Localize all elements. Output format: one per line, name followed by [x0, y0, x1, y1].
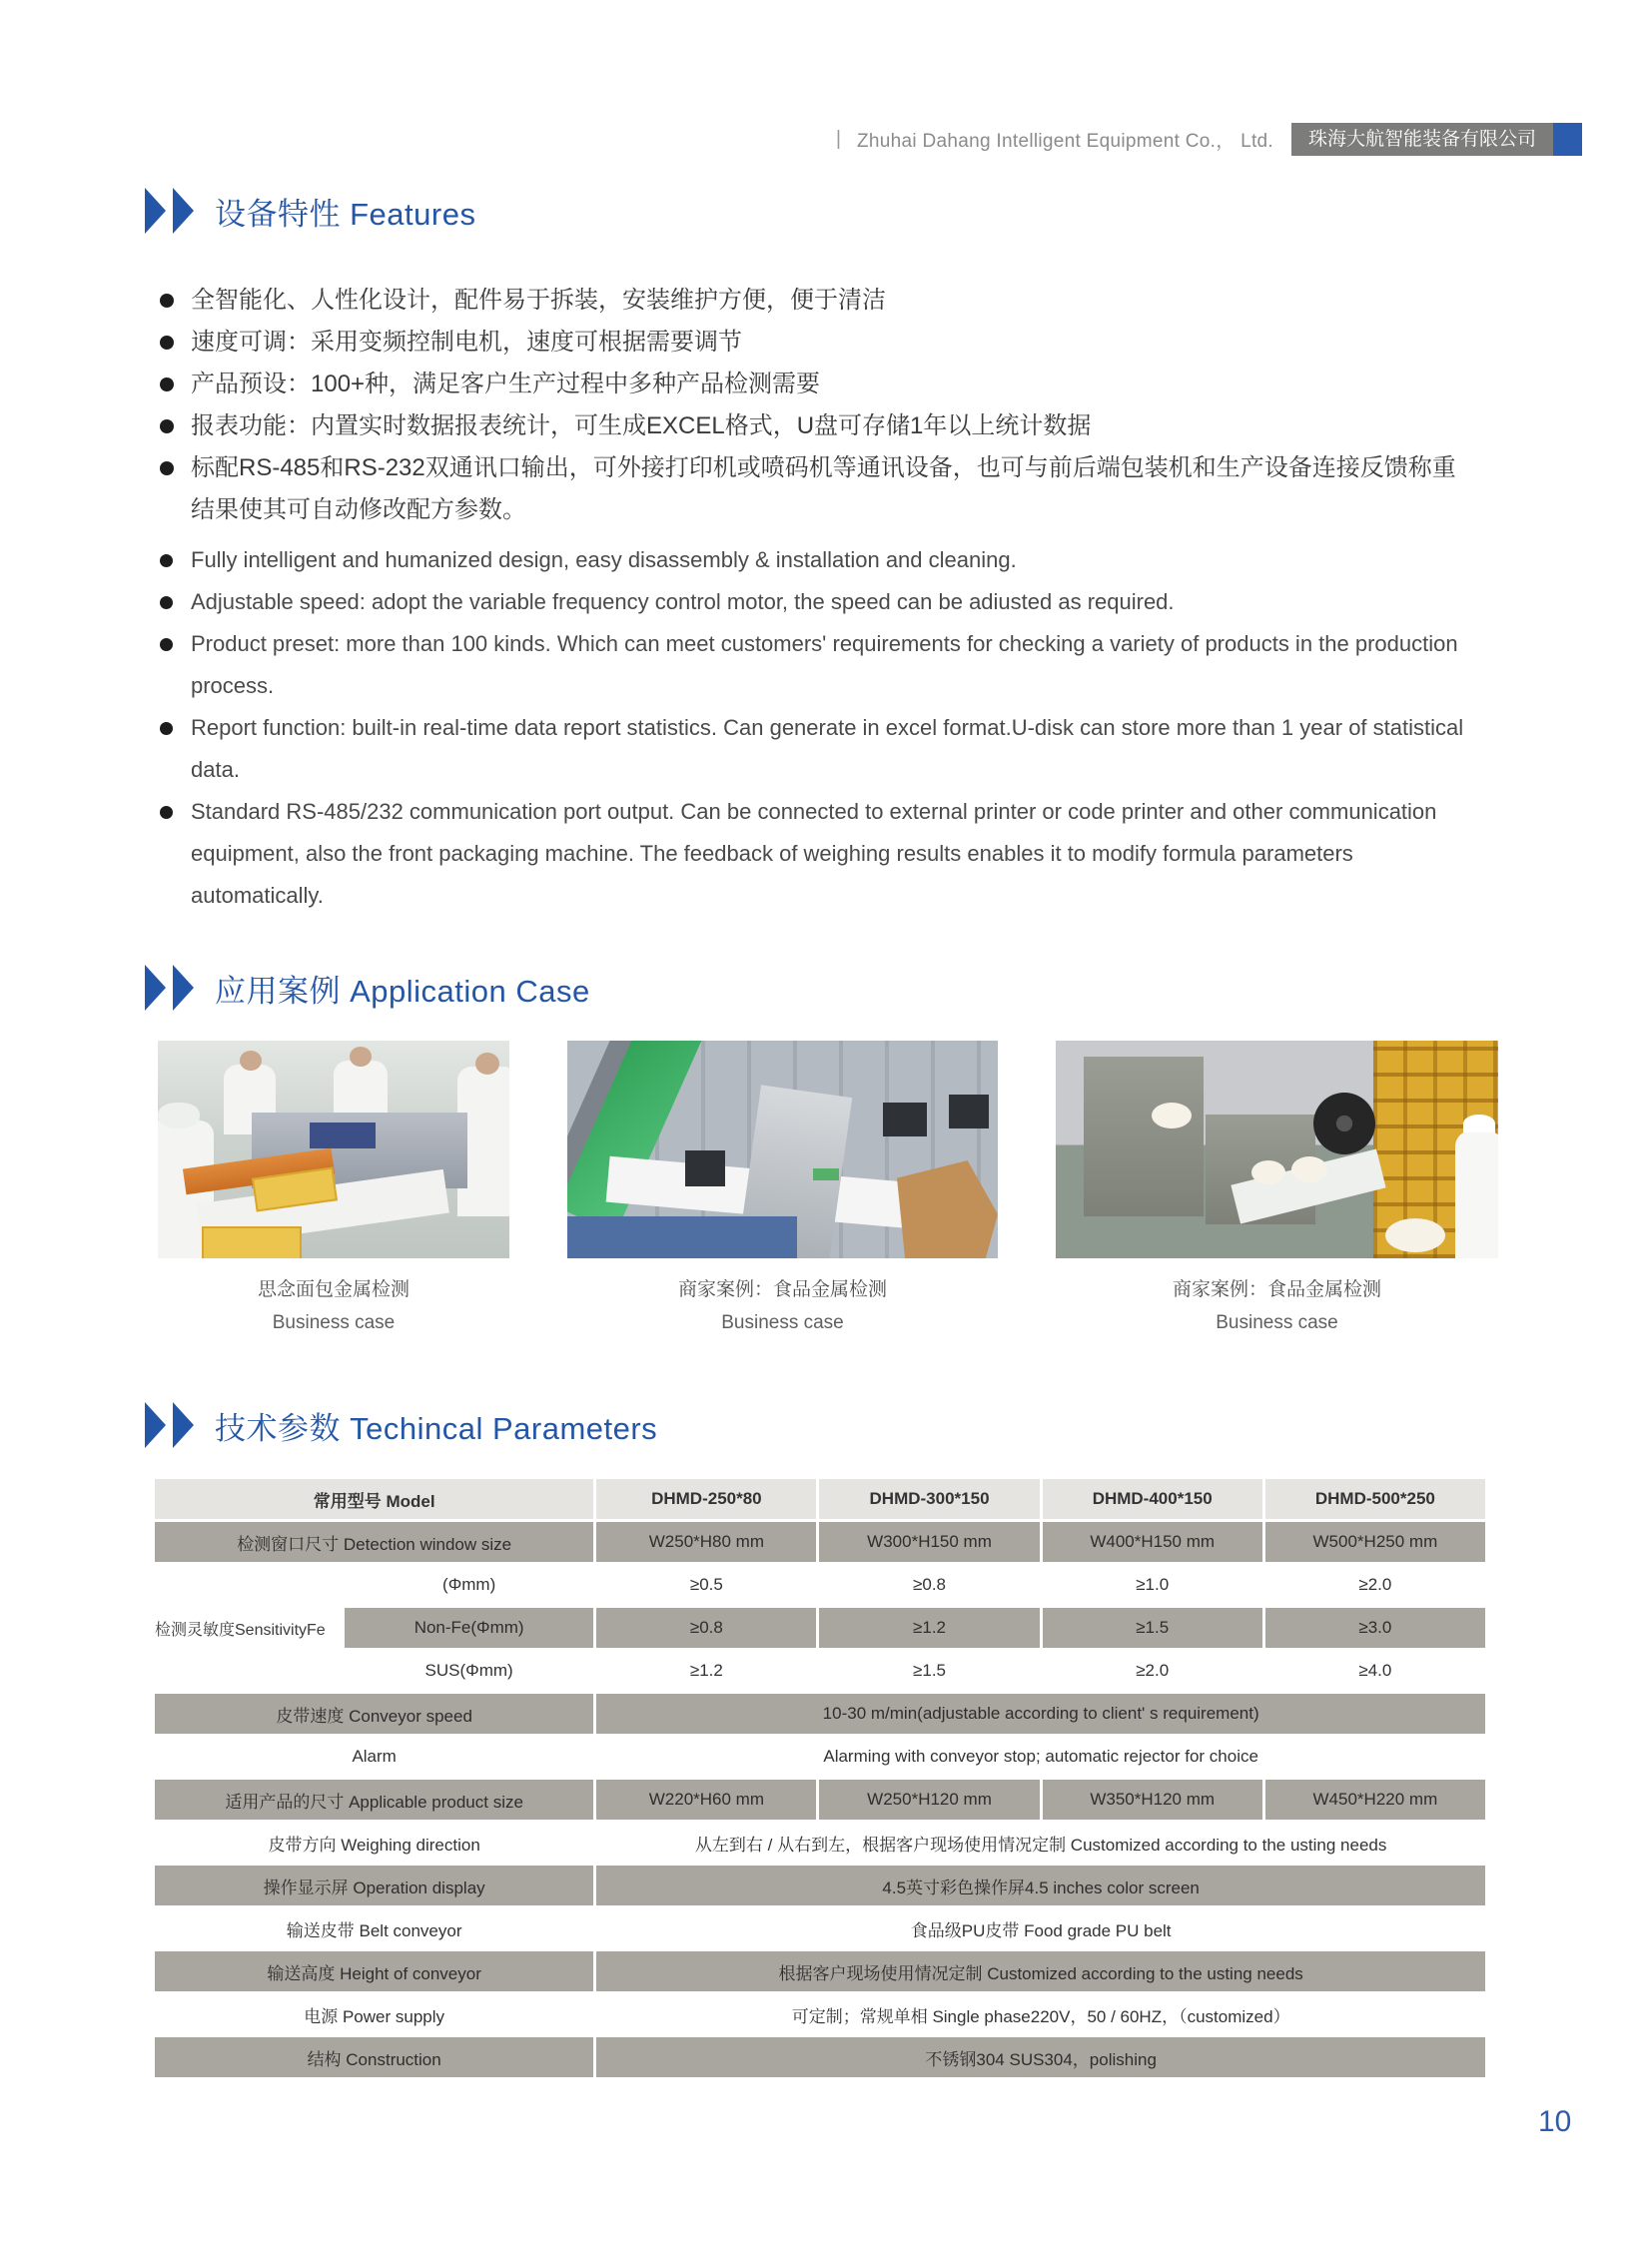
section-marker-icon: [173, 1402, 194, 1448]
feature-text: 报表功能：内置实时数据报表统计，可生成EXCEL格式，U盘可存储1年以上统计数据: [191, 412, 1092, 439]
row-label: 电源 Power supply: [304, 2006, 445, 2026]
cell-value: ≥1.5: [913, 1661, 947, 1680]
table-row-construction: [155, 2037, 1485, 2077]
dough-product: [1385, 1218, 1445, 1252]
table-row-sensitivity-nonfe: [155, 1608, 1485, 1648]
worker-hat: [1463, 1115, 1495, 1132]
features-list-chinese: [158, 280, 1472, 531]
caption-chinese: 商家案例：食品金属检测: [1172, 1279, 1381, 1300]
black-basket: [685, 1150, 725, 1186]
row-label: 输送皮带 Belt conveyor: [286, 1920, 462, 1940]
row-label: 常用型号 Model: [155, 1479, 593, 1519]
cell-value: W250*H120 mm: [819, 1780, 1039, 1820]
feature-text: 产品预设：100+种，满足客户生产过程中多种产品检测需要: [191, 371, 821, 397]
table-row-belt-conveyor: [155, 1908, 1485, 1948]
cell-value: ≥0.8: [596, 1608, 816, 1648]
row-label: 检测窗口尺寸 Detection window size: [155, 1522, 593, 1562]
cell-value: ≥1.5: [1043, 1608, 1262, 1648]
table-row-sensitivity-sus: [155, 1651, 1485, 1691]
bullet-icon: [160, 294, 174, 308]
section-marker-icon: [145, 965, 166, 1011]
row-label: Non-Fe(Φmm): [345, 1608, 593, 1648]
dough-product: [1152, 1103, 1192, 1128]
row-label: 操作显示屏 Operation display: [155, 1866, 593, 1905]
cell-value: ≥0.5: [689, 1575, 723, 1594]
feature-text: Report function: built-in real-time data report statistics. Can generate in excel format.U-disk can store more than 1 year of statistical data.: [191, 715, 1464, 782]
row-label: SUS(Φmm): [424, 1661, 513, 1680]
section-application-title: [145, 965, 590, 1011]
cell-value: ≥1.2: [819, 1608, 1039, 1648]
cell-value: 4.5英寸彩色操作屏4.5 inches color screen: [596, 1866, 1485, 1905]
table-row-model: [155, 1479, 1485, 1519]
feature-text: Adjustable speed: adopt the variable frequency control motor, the speed can be adiusted as required.: [191, 589, 1175, 614]
sensitivity-group-label: 检测灵敏度SensitivityFe: [155, 1565, 342, 1691]
cell-value: ≥2.0: [1136, 1661, 1170, 1680]
bullet-icon: [160, 806, 173, 819]
cell-value: Alarming with conveyor stop; automatic rejector for choice: [823, 1747, 1258, 1766]
row-label: 适用产品的尺寸 Applicable product size: [155, 1780, 593, 1820]
feature-text: 速度可调：采用变频控制电机，速度可根据需要调节: [191, 329, 742, 356]
worker-hat: [158, 1103, 200, 1128]
fan: [1313, 1093, 1375, 1154]
header-divider: |: [835, 128, 842, 150]
section-marker-icon: [173, 188, 194, 234]
cell-value: DHMD-250*80: [596, 1479, 816, 1519]
feature-text: 标配RS-485和RS-232双通讯口输出，可外接打印机或喷码机等通讯设备，也可与前后端包装机和生产设备连接反馈称重结果使其可自动修改配方参数。: [191, 454, 1456, 523]
company-name-english: Zhuhai Dahang Intelligent Equipment Co.， Ltd.: [857, 131, 1273, 152]
table-row-alarm: [155, 1737, 1485, 1777]
list-item: [158, 405, 1472, 447]
cell-value: W300*H150 mm: [819, 1522, 1039, 1562]
steel-machine: [1084, 1057, 1204, 1216]
list-item: [158, 791, 1472, 917]
bullet-icon: [160, 722, 173, 735]
cell-value: DHMD-500*250: [1265, 1479, 1485, 1519]
application-photo-food-line: [567, 1041, 998, 1258]
row-label: 皮带方向 Weighing direction: [268, 1835, 480, 1855]
caption-chinese: 商家案例：食品金属检测: [677, 1279, 887, 1300]
cell-value: W350*H120 mm: [1043, 1780, 1262, 1820]
list-item: [158, 539, 1472, 581]
bullet-icon: [160, 336, 174, 350]
cell-value: ≥1.2: [689, 1661, 723, 1680]
parameters-table: [152, 1476, 1488, 2080]
section-title-text: 技术参数 Techincal Parameters: [215, 1410, 658, 1446]
cell-value: W250*H80 mm: [596, 1522, 816, 1562]
dough-product: [1251, 1160, 1285, 1184]
cell-value: ≥0.8: [913, 1575, 947, 1594]
row-label: Alarm: [352, 1747, 397, 1766]
cell-value: 不锈钢304 SUS304，polishing: [596, 2037, 1485, 2077]
list-item: [158, 623, 1472, 707]
application-photo-dough-line: [1056, 1041, 1498, 1258]
application-case-1: [158, 1041, 509, 1339]
row-label: 皮带速度 Conveyor speed: [155, 1694, 593, 1734]
machine-base: [567, 1216, 797, 1258]
section-features-title: [145, 188, 475, 234]
dough-product: [1291, 1156, 1327, 1182]
bullet-icon: [160, 638, 173, 651]
photo-caption: [158, 1273, 509, 1339]
table-row-operation-display: [155, 1866, 1485, 1905]
cell-value: ≥3.0: [1265, 1608, 1485, 1648]
application-case-3: [1056, 1041, 1498, 1339]
cell-value: W400*H150 mm: [1043, 1522, 1262, 1562]
cell-value: 可定制；常规单相 Single phase220V，50 / 60HZ，（customized）: [791, 2006, 1290, 2026]
photo-caption: [1056, 1273, 1498, 1339]
table-row-direction: [155, 1823, 1485, 1863]
worker-head: [240, 1051, 262, 1071]
machine-screen: [310, 1123, 376, 1148]
photo-caption: [567, 1273, 998, 1339]
cell-value: 根据客户现场使用情况定制 Customized according to the usting needs: [596, 1951, 1485, 1991]
caption-english: Business case: [1216, 1312, 1338, 1333]
feature-text: Product preset: more than 100 kinds. Which can meet customers' requirements for checking a variety of products in the production process.: [191, 631, 1458, 698]
cell-value: DHMD-400*150: [1043, 1479, 1262, 1519]
worker-figure: [1455, 1130, 1498, 1258]
bullet-icon: [160, 461, 174, 475]
cell-value: W450*H220 mm: [1265, 1780, 1485, 1820]
cell-value: ≥1.0: [1136, 1575, 1170, 1594]
application-photos: [158, 1041, 1498, 1339]
header-accent-square: [1553, 123, 1582, 156]
table-row-sensitivity-fe: [155, 1565, 1485, 1605]
row-label: (Φmm): [442, 1575, 496, 1594]
list-item: [158, 707, 1472, 791]
list-item: [158, 280, 1472, 322]
table-row-detection-window: [155, 1522, 1485, 1562]
table-row-power-supply: [155, 1994, 1485, 2034]
cell-value: 从左到右 / 从右到左，根据客户现场使用情况定制 Customized according to the usting needs: [694, 1835, 1387, 1855]
black-basket: [883, 1103, 927, 1136]
table-row-product-size: [155, 1780, 1485, 1820]
feature-text: Standard RS-485/232 communication port output. Can be connected to external printer or code printer and other communication equipment, also the front packaging machine. The feedback of weighing results enables it to modify formula parameters automatically.: [191, 799, 1437, 908]
list-item: [158, 322, 1472, 364]
bullet-icon: [160, 377, 174, 391]
section-marker-icon: [173, 965, 194, 1011]
section-parameters-title: [145, 1402, 657, 1448]
caption-english: Business case: [721, 1312, 844, 1333]
application-case-2: [567, 1041, 998, 1339]
row-label: 结构 Construction: [155, 2037, 593, 2077]
cardboard-box: [897, 1160, 998, 1258]
cell-value: 食品级PU皮带 Food grade PU belt: [910, 1920, 1172, 1940]
features-list-english: [158, 539, 1472, 917]
bullet-icon: [160, 554, 173, 567]
feature-text: Fully intelligent and humanized design, easy disassembly & installation and cleaning.: [191, 547, 1017, 572]
table-row-conveyor-height: [155, 1951, 1485, 1991]
company-name-chinese-badge: 珠海大航智能装备有限公司: [1291, 123, 1553, 156]
list-item: [158, 447, 1472, 531]
page-header: [0, 123, 1582, 156]
black-basket: [949, 1095, 989, 1128]
list-item: [158, 581, 1472, 623]
table-row-conveyor-speed: [155, 1694, 1485, 1734]
feature-text: 全智能化、人性化设计，配件易于拆装，安装维护方便，便于清洁: [191, 287, 886, 314]
cell-value: 10-30 m/min(adjustable according to client' s requirement): [596, 1694, 1485, 1734]
worker-head: [475, 1053, 499, 1075]
list-item: [158, 364, 1472, 405]
section-title-text: 设备特性 Features: [215, 196, 476, 232]
caption-chinese: 思念面包金属检测: [257, 1279, 410, 1300]
page-number: 10: [1538, 2105, 1572, 2138]
section-title-text: 应用案例 Application Case: [215, 973, 590, 1009]
bread-package: [202, 1226, 302, 1258]
row-label: 输送高度 Height of conveyor: [155, 1951, 593, 1991]
caption-english: Business case: [272, 1312, 396, 1333]
machine-label: [813, 1168, 839, 1180]
bullet-icon: [160, 596, 173, 609]
cell-value: ≥2.0: [1358, 1575, 1392, 1594]
cell-value: W220*H60 mm: [596, 1780, 816, 1820]
cell-value: DHMD-300*150: [819, 1479, 1039, 1519]
section-marker-icon: [145, 1402, 166, 1448]
section-marker-icon: [145, 188, 166, 234]
cell-value: ≥4.0: [1358, 1661, 1392, 1680]
bullet-icon: [160, 419, 174, 433]
cell-value: W500*H250 mm: [1265, 1522, 1485, 1562]
application-photo-bakery: [158, 1041, 509, 1258]
worker-head: [350, 1047, 372, 1067]
